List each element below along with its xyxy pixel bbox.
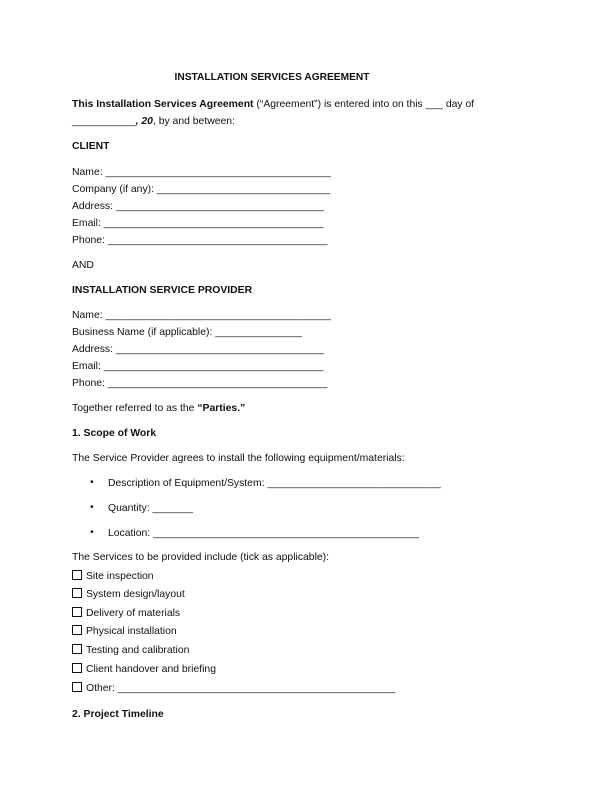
checkbox-icon[interactable] (72, 607, 82, 617)
checkbox-label: Physical installation (86, 626, 177, 637)
checkbox-label: Delivery of materials (86, 608, 181, 619)
client-name-field[interactable]: Name: _______________________________________ (72, 167, 331, 178)
checkbox-icon[interactable] (72, 588, 82, 598)
client-address-field[interactable]: Address: ____________________________________ (72, 201, 324, 212)
provider-address-field[interactable]: Address: ____________________________________ (72, 344, 324, 355)
provider-phone-field[interactable]: Phone: ______________________________________ (72, 378, 328, 389)
checkbox-icon[interactable] (72, 625, 82, 635)
checkbox-label: System design/layout (86, 589, 185, 600)
checkbox-handover[interactable] (72, 663, 216, 676)
client-company-field[interactable]: Company (if any): ______________________________ (72, 184, 331, 195)
client-heading: CLIENT (72, 141, 110, 152)
provider-name-field[interactable]: Name: _______________________________________ (72, 310, 331, 321)
checkbox-system-design[interactable] (72, 588, 185, 601)
bullet-icon: • (90, 502, 94, 513)
checkbox-label: Client handover and briefing (86, 664, 216, 675)
intro-date-blank[interactable]: ___________ (72, 116, 136, 127)
intro-rest-1: (“Agreement”) is entered into on this ___ day of (253, 99, 475, 110)
provider-email-field[interactable]: Email: ______________________________________ (72, 361, 324, 372)
checkbox-label: Other: ________________________________________________ (86, 683, 396, 694)
bullet-description-field[interactable]: Description of Equipment/System: ______________________________ (108, 478, 441, 489)
and-label: AND (72, 260, 94, 271)
provider-business-field[interactable]: Business Name (if applicable): _______________ (72, 327, 302, 338)
checkbox-site-inspection[interactable] (72, 570, 154, 583)
parties-bold: “Parties.” (197, 403, 246, 414)
intro-year: , 20 (135, 116, 153, 127)
bullet-location-field[interactable]: Location: ______________________________________________ (108, 528, 419, 539)
bullet-icon: • (90, 527, 94, 538)
checkbox-physical-installation[interactable] (72, 625, 177, 638)
checkbox-label: Site inspection (86, 571, 154, 582)
checkbox-delivery[interactable] (72, 607, 180, 620)
provider-heading: INSTALLATION SERVICE PROVIDER (72, 285, 253, 296)
checkbox-icon[interactable] (72, 570, 82, 580)
intro-line-2 (72, 115, 235, 128)
intro-rest-2: , by and between: (152, 116, 235, 127)
checkbox-testing[interactable] (72, 644, 189, 657)
parties-line (72, 402, 245, 415)
section2-heading: 2. Project Timeline (72, 709, 164, 720)
document-title: INSTALLATION SERVICES AGREEMENT (174, 72, 370, 83)
section1-intro: The Service Provider agrees to install the following equipment/materials: (72, 453, 405, 464)
intro-bold-lead: This Installation Services Agreement (72, 99, 254, 110)
bullet-icon: • (90, 477, 94, 488)
checkbox-icon[interactable] (72, 644, 82, 654)
client-email-field[interactable]: Email: ______________________________________ (72, 218, 324, 229)
checkbox-icon[interactable] (72, 682, 82, 692)
checkbox-label: Testing and calibration (86, 645, 190, 656)
section1-heading: 1. Scope of Work (72, 428, 157, 439)
services-intro: The Services to be provided include (tick as applicable): (72, 552, 330, 563)
checkbox-other[interactable] (72, 682, 395, 695)
parties-text: Together referred to as the (72, 403, 198, 414)
bullet-quantity-field[interactable]: Quantity: _______ (108, 503, 193, 514)
client-phone-field[interactable]: Phone: ______________________________________ (72, 235, 328, 246)
intro-line-1 (72, 98, 474, 111)
checkbox-icon[interactable] (72, 663, 82, 673)
